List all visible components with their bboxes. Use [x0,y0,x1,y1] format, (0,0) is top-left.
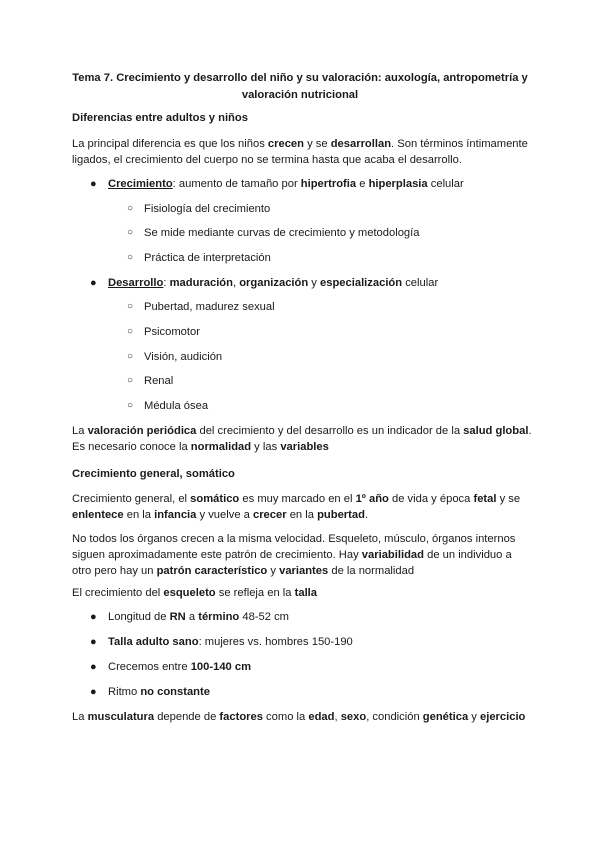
list-subitem: ○ Psicomotor [127,326,200,338]
list-subitem: ○ Pubertad, madurez sexual [127,301,275,313]
paragraph-somatico: Crecimiento general, el somático es muy marcado en el 1º año de vida y época fetal y se enlentece en la infancia y vuelve a crecer en la pubertad. [72,493,521,521]
list-subitem: ○ Se mide mediante curvas de crecimiento y metodología [127,227,420,239]
list-item-desarrollo: ● Desarrollo: maduración, organización y especialización celular [90,277,439,289]
list-subitem: ○ Fisiología del crecimiento [127,203,271,215]
list-item-crecimiento: ● Crecimiento: aumento de tamaño por hipertrofia e hiperplasia celular [90,178,464,190]
paragraph-intro: La principal diferencia es que los niños crecen y se desarrollan. Son términos íntimamente ligados, el crecimiento del cuerpo no se termina hasta que acaba el desarrollo. [72,138,528,166]
bullet-dot-icon: ● [90,661,97,673]
page-title: Tema 7. Crecimiento y desarrollo del niño y su valoración: auxología, antropometría y valoración nutricional [72,72,528,101]
bullet-dot-icon: ● [90,178,97,190]
hollow-circle-icon: ○ [127,301,134,312]
hollow-circle-icon: ○ [127,326,134,337]
list-subitem: ○ Práctica de interpretación [127,252,271,264]
list-subitem: ○ Médula ósea [127,400,209,412]
paragraph-esqueleto: El crecimiento del esqueleto se refleja en la talla [72,587,318,599]
list-item-talla-adulto: ● Talla adulto sano: mujeres vs. hombres 150-190 [90,636,353,648]
hollow-circle-icon: ○ [127,351,134,362]
section-heading-crecimiento-general: Crecimiento general, somático [72,468,235,480]
list-item-crecemos: ● Crecemos entre 100-140 cm [90,661,252,673]
bullet-dot-icon: ● [90,686,97,698]
bullet-dot-icon: ● [90,611,97,623]
hollow-circle-icon: ○ [127,400,134,411]
hollow-circle-icon: ○ [127,252,134,263]
paragraph-valoracion: La valoración periódica del crecimiento y del desarrollo es un indicador de la salud global. Es necesario conoce la normalidad y las variables [72,425,532,453]
list-item-longitud-rn: ● Longitud de RN a término 48-52 cm [90,611,289,623]
paragraph-musculatura: La musculatura depende de factores como la edad, sexo, condición genética y ejercicio [72,711,526,723]
bullet-dot-icon: ● [90,636,97,648]
hollow-circle-icon: ○ [127,203,134,214]
hollow-circle-icon: ○ [127,227,134,238]
paragraph-organos: No todos los órganos crecen a la misma velocidad. Esqueleto, músculo, órganos internos siguen aproximadamente este patrón de crecimiento. Hay variabilidad de un individuo a otro pero hay un patrón característico y variantes de la normalidad [72,533,516,577]
bullet-dot-icon: ● [90,277,97,289]
hollow-circle-icon: ○ [127,375,134,386]
list-subitem: ○ Visión, audición [127,351,223,363]
list-item-ritmo: ● Ritmo no constante [90,686,210,698]
list-subitem: ○ Renal [127,375,174,387]
section-heading-diferencias: Diferencias entre adultos y niños [72,112,248,124]
